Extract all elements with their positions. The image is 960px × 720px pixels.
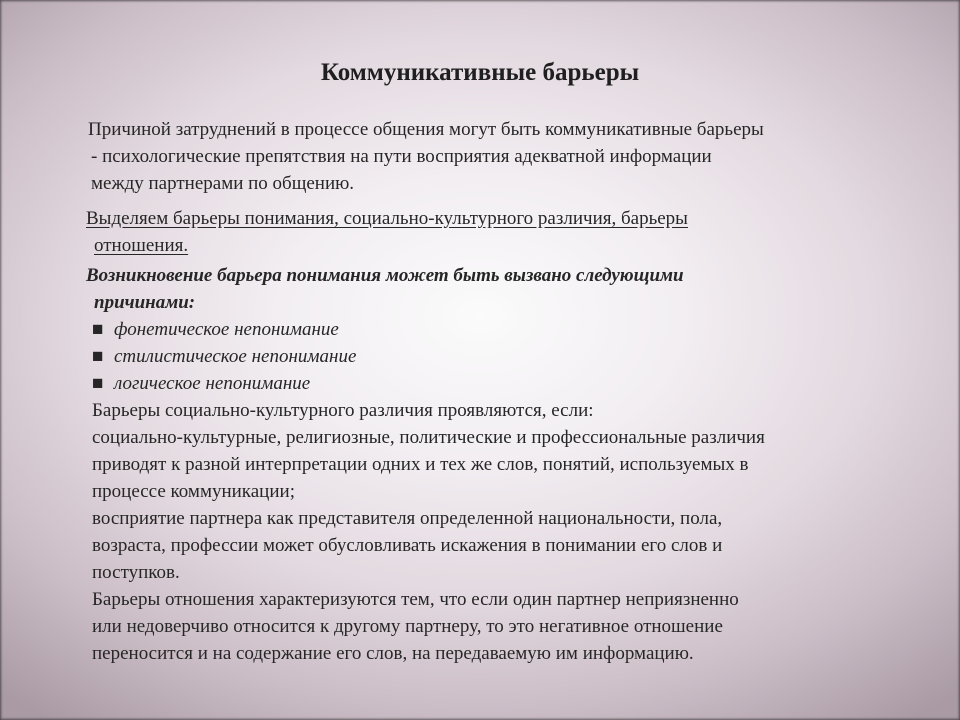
barriers-types-line-2: отношения.	[94, 235, 189, 256]
text-line: социально-культурные, религиозные, политические и профессиональные различия	[92, 427, 765, 448]
list-item-text: стилистическое непонимание	[114, 346, 357, 367]
body-lines	[92, 316, 922, 667]
understanding-barrier-line-1: Возникновение барьера понимания может быть вызвано следующими	[86, 265, 684, 286]
list-item-text: фонетическое непонимание	[114, 319, 339, 340]
text-line: переносится и на содержание его слов, на передаваемую им информацию.	[92, 643, 694, 664]
list-item	[92, 316, 922, 343]
understanding-barrier-line-2: причинами:	[94, 292, 196, 313]
list-item	[92, 370, 922, 397]
list-item	[92, 343, 922, 370]
slide-title: Коммуникативные барьеры	[320, 59, 640, 86]
intro-line-1: Причиной затруднений в процессе общения могут быть коммуникативные барьеры	[88, 119, 764, 140]
text-line: Барьеры социально-культурного различия проявляются, если:	[92, 400, 594, 421]
intro-line-2: - психологические препятствия на пути восприятия адекватной информации	[91, 146, 712, 167]
text-line: или недоверчиво относится к другому партнеру, то это негативное отношение	[92, 616, 723, 637]
understanding-barrier-heading	[86, 262, 826, 316]
text-line: Барьеры отношения характеризуются тем, что если один партнер неприязненно	[92, 589, 739, 610]
barriers-types-paragraph	[86, 205, 916, 259]
list-item-text: логическое непонимание	[114, 373, 311, 394]
bullet-square-icon: ■	[92, 319, 104, 340]
text-line: процессе коммуникации;	[92, 481, 295, 502]
bullet-square-icon: ■	[92, 346, 104, 367]
intro-paragraph	[88, 116, 915, 197]
text-line: поступков.	[92, 562, 180, 583]
bullet-square-icon: ■	[92, 373, 104, 394]
text-line: приводят к разной интерпретации одних и тех же слов, понятий, используемых в	[92, 454, 749, 475]
text-line: восприятие партнера как представителя определенной национальности, пола,	[92, 508, 723, 529]
barriers-types-line-1: Выделяем барьеры понимания, социально-культурного различия, барьеры	[86, 208, 688, 229]
intro-line-3: между партнерами по общению.	[91, 173, 355, 194]
text-line: возраста, профессии может обусловливать искажения в понимании его слов и	[92, 535, 723, 556]
